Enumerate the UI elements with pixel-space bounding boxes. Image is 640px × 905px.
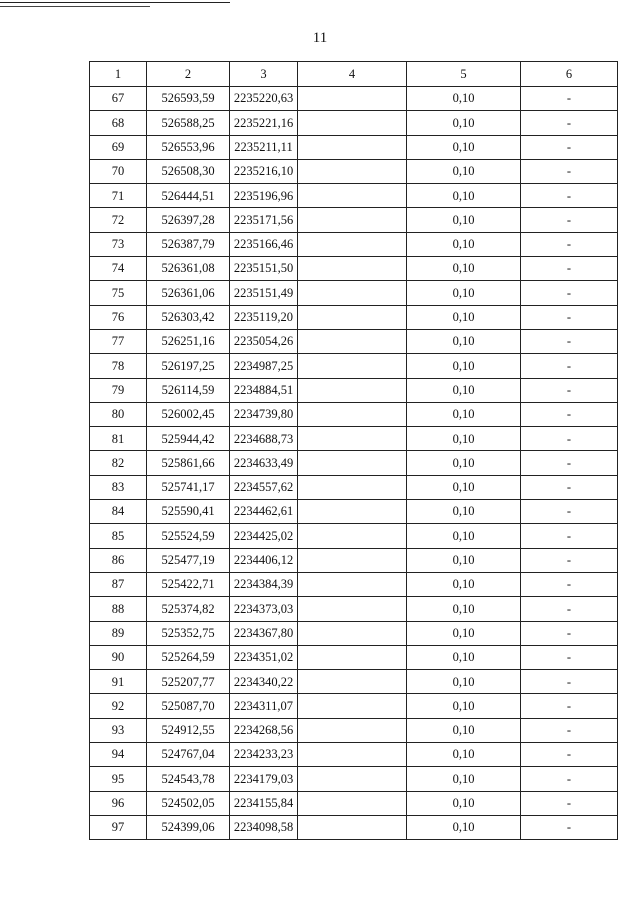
y-coordinate-cell: 2235054,26 (230, 329, 298, 353)
column-4-cell (298, 815, 407, 839)
point-number-cell: 68 (90, 111, 147, 135)
x-coordinate-cell: 524912,55 (147, 718, 230, 742)
column-4-cell (298, 743, 407, 767)
coordinates-table (89, 61, 618, 840)
column-4-cell (298, 451, 407, 475)
x-coordinate-cell: 526361,06 (147, 281, 230, 305)
dash-cell: - (521, 670, 618, 694)
x-coordinate-cell: 524502,05 (147, 791, 230, 815)
x-coordinate-cell: 524543,78 (147, 767, 230, 791)
column-4-cell (298, 645, 407, 669)
y-coordinate-cell: 2235216,10 (230, 159, 298, 183)
dash-cell: - (521, 257, 618, 281)
dash-cell: - (521, 402, 618, 426)
y-coordinate-cell: 2235151,50 (230, 257, 298, 281)
value-cell: 0,10 (407, 354, 521, 378)
column-4-cell (298, 572, 407, 596)
dash-cell: - (521, 597, 618, 621)
table-row (90, 402, 618, 426)
table-row (90, 767, 618, 791)
y-coordinate-cell: 2234688,73 (230, 427, 298, 451)
dash-cell: - (521, 500, 618, 524)
point-number-cell: 77 (90, 329, 147, 353)
column-4-cell (298, 694, 407, 718)
y-coordinate-cell: 2235196,96 (230, 184, 298, 208)
table-row (90, 621, 618, 645)
point-number-cell: 88 (90, 597, 147, 621)
column-header-3: 3 (230, 62, 298, 87)
table-row (90, 281, 618, 305)
point-number-cell: 70 (90, 159, 147, 183)
value-cell: 0,10 (407, 572, 521, 596)
x-coordinate-cell: 526553,96 (147, 135, 230, 159)
value-cell: 0,10 (407, 378, 521, 402)
point-number-cell: 69 (90, 135, 147, 159)
y-coordinate-cell: 2234351,02 (230, 645, 298, 669)
column-4-cell (298, 329, 407, 353)
column-4-cell (298, 597, 407, 621)
dash-cell: - (521, 572, 618, 596)
x-coordinate-cell: 525524,59 (147, 524, 230, 548)
column-4-cell (298, 184, 407, 208)
y-coordinate-cell: 2234179,03 (230, 767, 298, 791)
table-row (90, 232, 618, 256)
table-row (90, 135, 618, 159)
x-coordinate-cell: 525422,71 (147, 572, 230, 596)
dash-cell: - (521, 621, 618, 645)
point-number-cell: 85 (90, 524, 147, 548)
value-cell: 0,10 (407, 427, 521, 451)
value-cell: 0,10 (407, 135, 521, 159)
table-row (90, 184, 618, 208)
column-header-6: 6 (521, 62, 618, 87)
point-number-cell: 94 (90, 743, 147, 767)
y-coordinate-cell: 2234268,56 (230, 718, 298, 742)
value-cell: 0,10 (407, 548, 521, 572)
x-coordinate-cell: 525477,19 (147, 548, 230, 572)
x-coordinate-cell: 526387,79 (147, 232, 230, 256)
x-coordinate-cell: 526361,08 (147, 257, 230, 281)
x-coordinate-cell: 525741,17 (147, 475, 230, 499)
table-row (90, 87, 618, 111)
point-number-cell: 79 (90, 378, 147, 402)
column-4-cell (298, 378, 407, 402)
column-4-cell (298, 767, 407, 791)
y-coordinate-cell: 2234384,39 (230, 572, 298, 596)
y-coordinate-cell: 2235166,46 (230, 232, 298, 256)
dash-cell: - (521, 87, 618, 111)
column-4-cell (298, 208, 407, 232)
dash-cell: - (521, 767, 618, 791)
dash-cell: - (521, 791, 618, 815)
value-cell: 0,10 (407, 184, 521, 208)
x-coordinate-cell: 525087,70 (147, 694, 230, 718)
x-coordinate-cell: 526197,25 (147, 354, 230, 378)
x-coordinate-cell: 526251,16 (147, 329, 230, 353)
y-coordinate-cell: 2234557,62 (230, 475, 298, 499)
table-row (90, 257, 618, 281)
x-coordinate-cell: 526588,25 (147, 111, 230, 135)
dash-cell: - (521, 694, 618, 718)
column-4-cell (298, 232, 407, 256)
table-row (90, 475, 618, 499)
y-coordinate-cell: 2234311,07 (230, 694, 298, 718)
table-row (90, 524, 618, 548)
y-coordinate-cell: 2234233,23 (230, 743, 298, 767)
dash-cell: - (521, 232, 618, 256)
column-4-cell (298, 135, 407, 159)
y-coordinate-cell: 2234367,80 (230, 621, 298, 645)
column-4-cell (298, 475, 407, 499)
value-cell: 0,10 (407, 621, 521, 645)
point-number-cell: 76 (90, 305, 147, 329)
point-number-cell: 78 (90, 354, 147, 378)
dash-cell: - (521, 184, 618, 208)
y-coordinate-cell: 2234340,22 (230, 670, 298, 694)
point-number-cell: 92 (90, 694, 147, 718)
value-cell: 0,10 (407, 159, 521, 183)
value-cell: 0,10 (407, 208, 521, 232)
column-4-cell (298, 354, 407, 378)
value-cell: 0,10 (407, 305, 521, 329)
dash-cell: - (521, 743, 618, 767)
point-number-cell: 81 (90, 427, 147, 451)
value-cell: 0,10 (407, 743, 521, 767)
column-4-cell (298, 791, 407, 815)
x-coordinate-cell: 526593,59 (147, 87, 230, 111)
table-row (90, 572, 618, 596)
value-cell: 0,10 (407, 402, 521, 426)
column-4-cell (298, 87, 407, 111)
table-row (90, 645, 618, 669)
x-coordinate-cell: 526444,51 (147, 184, 230, 208)
point-number-cell: 95 (90, 767, 147, 791)
value-cell: 0,10 (407, 791, 521, 815)
x-coordinate-cell: 525374,82 (147, 597, 230, 621)
y-coordinate-cell: 2235221,16 (230, 111, 298, 135)
table-row (90, 815, 618, 839)
table-row (90, 743, 618, 767)
dash-cell: - (521, 281, 618, 305)
point-number-cell: 72 (90, 208, 147, 232)
table-row (90, 791, 618, 815)
table-row (90, 111, 618, 135)
table-row (90, 159, 618, 183)
point-number-cell: 87 (90, 572, 147, 596)
x-coordinate-cell: 526397,28 (147, 208, 230, 232)
table-row (90, 500, 618, 524)
y-coordinate-cell: 2235220,63 (230, 87, 298, 111)
y-coordinate-cell: 2234425,02 (230, 524, 298, 548)
value-cell: 0,10 (407, 718, 521, 742)
dash-cell: - (521, 815, 618, 839)
value-cell: 0,10 (407, 767, 521, 791)
column-4-cell (298, 670, 407, 694)
x-coordinate-cell: 525861,66 (147, 451, 230, 475)
column-4-cell (298, 159, 407, 183)
dash-cell: - (521, 111, 618, 135)
table-row (90, 354, 618, 378)
x-coordinate-cell: 526114,59 (147, 378, 230, 402)
dash-cell: - (521, 548, 618, 572)
y-coordinate-cell: 2234373,03 (230, 597, 298, 621)
value-cell: 0,10 (407, 597, 521, 621)
scan-edge-line-short (0, 6, 150, 7)
y-coordinate-cell: 2234098,58 (230, 815, 298, 839)
point-number-cell: 90 (90, 645, 147, 669)
value-cell: 0,10 (407, 257, 521, 281)
value-cell: 0,10 (407, 281, 521, 305)
table-row (90, 427, 618, 451)
dash-cell: - (521, 451, 618, 475)
y-coordinate-cell: 2234633,49 (230, 451, 298, 475)
dash-cell: - (521, 475, 618, 499)
dash-cell: - (521, 208, 618, 232)
dash-cell: - (521, 305, 618, 329)
x-coordinate-cell: 526508,30 (147, 159, 230, 183)
point-number-cell: 74 (90, 257, 147, 281)
dash-cell: - (521, 645, 618, 669)
value-cell: 0,10 (407, 87, 521, 111)
dash-cell: - (521, 329, 618, 353)
column-4-cell (298, 257, 407, 281)
y-coordinate-cell: 2235119,20 (230, 305, 298, 329)
table-body (90, 87, 618, 840)
table-row (90, 305, 618, 329)
point-number-cell: 97 (90, 815, 147, 839)
column-header-4: 4 (298, 62, 407, 87)
dash-cell: - (521, 718, 618, 742)
y-coordinate-cell: 2234987,25 (230, 354, 298, 378)
column-4-cell (298, 718, 407, 742)
table-row (90, 718, 618, 742)
table-row (90, 378, 618, 402)
y-coordinate-cell: 2234884,51 (230, 378, 298, 402)
x-coordinate-cell: 526002,45 (147, 402, 230, 426)
point-number-cell: 86 (90, 548, 147, 572)
column-4-cell (298, 500, 407, 524)
value-cell: 0,10 (407, 329, 521, 353)
column-4-cell (298, 402, 407, 426)
value-cell: 0,10 (407, 111, 521, 135)
value-cell: 0,10 (407, 815, 521, 839)
point-number-cell: 71 (90, 184, 147, 208)
value-cell: 0,10 (407, 645, 521, 669)
point-number-cell: 82 (90, 451, 147, 475)
column-header-1: 1 (90, 62, 147, 87)
point-number-cell: 96 (90, 791, 147, 815)
point-number-cell: 89 (90, 621, 147, 645)
column-4-cell (298, 427, 407, 451)
column-4-cell (298, 621, 407, 645)
point-number-cell: 67 (90, 87, 147, 111)
table-row (90, 329, 618, 353)
y-coordinate-cell: 2234462,61 (230, 500, 298, 524)
table-row (90, 548, 618, 572)
page-number: 11 (312, 30, 328, 46)
y-coordinate-cell: 2234155,84 (230, 791, 298, 815)
point-number-cell: 75 (90, 281, 147, 305)
value-cell: 0,10 (407, 500, 521, 524)
point-number-cell: 83 (90, 475, 147, 499)
x-coordinate-cell: 525590,41 (147, 500, 230, 524)
column-4-cell (298, 305, 407, 329)
table-row (90, 451, 618, 475)
x-coordinate-cell: 525944,42 (147, 427, 230, 451)
value-cell: 0,10 (407, 524, 521, 548)
table-row (90, 670, 618, 694)
dash-cell: - (521, 378, 618, 402)
column-4-cell (298, 524, 407, 548)
point-number-cell: 80 (90, 402, 147, 426)
y-coordinate-cell: 2234406,12 (230, 548, 298, 572)
value-cell: 0,10 (407, 475, 521, 499)
x-coordinate-cell: 524399,06 (147, 815, 230, 839)
x-coordinate-cell: 525207,77 (147, 670, 230, 694)
x-coordinate-cell: 525264,59 (147, 645, 230, 669)
x-coordinate-cell: 525352,75 (147, 621, 230, 645)
y-coordinate-cell: 2235171,56 (230, 208, 298, 232)
scan-edge-line (0, 2, 230, 3)
column-header-5: 5 (407, 62, 521, 87)
column-4-cell (298, 281, 407, 305)
point-number-cell: 73 (90, 232, 147, 256)
point-number-cell: 84 (90, 500, 147, 524)
dash-cell: - (521, 135, 618, 159)
point-number-cell: 91 (90, 670, 147, 694)
value-cell: 0,10 (407, 232, 521, 256)
table-row (90, 597, 618, 621)
column-4-cell (298, 548, 407, 572)
x-coordinate-cell: 526303,42 (147, 305, 230, 329)
point-number-cell: 93 (90, 718, 147, 742)
value-cell: 0,10 (407, 694, 521, 718)
y-coordinate-cell: 2234739,80 (230, 402, 298, 426)
column-4-cell (298, 111, 407, 135)
table-row (90, 694, 618, 718)
dash-cell: - (521, 524, 618, 548)
dash-cell: - (521, 427, 618, 451)
dash-cell: - (521, 354, 618, 378)
x-coordinate-cell: 524767,04 (147, 743, 230, 767)
column-header-2: 2 (147, 62, 230, 87)
dash-cell: - (521, 159, 618, 183)
value-cell: 0,10 (407, 451, 521, 475)
table-row (90, 208, 618, 232)
value-cell: 0,10 (407, 670, 521, 694)
table-header-row (90, 62, 618, 87)
y-coordinate-cell: 2235151,49 (230, 281, 298, 305)
y-coordinate-cell: 2235211,11 (230, 135, 298, 159)
